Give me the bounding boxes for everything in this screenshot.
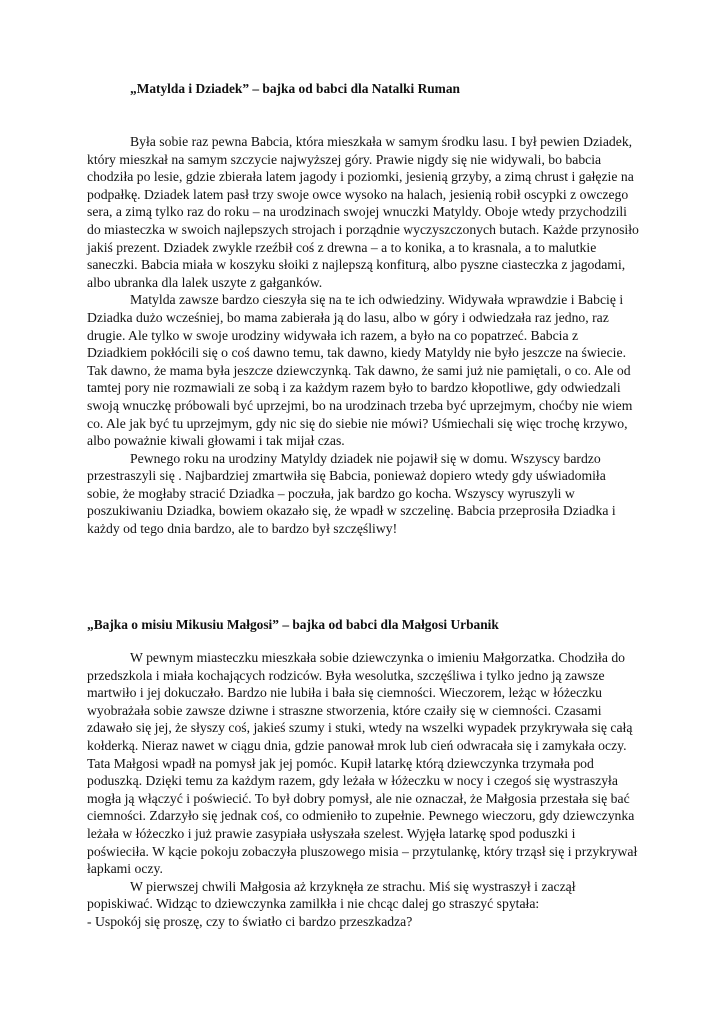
story-title: „Bajka o misiu Mikusiu Małgosi” – bajka od babci dla Małgosi Urbanik — [87, 617, 499, 632]
story-title: „Matylda i Dziadek” – bajka od babci dla Natalki Ruman — [130, 81, 460, 96]
story-paragraph: W pewnym miasteczku mieszkała sobie dziewczynka o imieniu Małgorzatka. Chodziła do przedszkola i miała kochających rodziców. Była wesolutka, szczęśliwa i tylko jedno ją zawsze martwiło i jej dokuczało. Bardzo nie lubiła i bała się ciemności. Wieczorem, leżąc w łóżeczku wyobrażała sobie zawsze dziwne i straszne stworzenia, które czaiły się w ciemności. Czasami zdawało się jej, że słyszy coś, jakieś szumy i stuki, wtedy na wszelki wypadek przykrywała się całą kołderką. Nieraz nawet w ciągu dnia, gdzie panował mrok lub cień odwracała się i zamykała oczy. Tata Małgosi wpadł na pomysł jak jej pomóc. Kupił latarkę którą dziewczynka trzymała pod poduszką. Dzięki temu za każdym razem, gdy leżała w łóżeczku w nocy i czegoś się wystraszyła mogła ją włączyć i poświecić. To był dobry pomysł, ale nie oznaczał, że Małgosia przestała się bać ciemności. Zdarzyło się jednak coś, co odmieniło to zupełnie. Pewnego wieczoru, gdy dziewczynka leżała w łóżeczko i już prawie zasypiała usłyszała szelest. Wyjęła latarkę spod poduszki i poświeciła. W kącie pokoju zobaczyła pluszowego misia – przytulankę, który trząsł się i przykrywał łapkami oczy. — [87, 650, 638, 877]
title-spacer — [87, 97, 639, 133]
title-spacer — [87, 633, 639, 649]
dialog-line: - Uspokój się proszę, czy to światło ci bardzo przeszkadza? — [87, 913, 413, 929]
story-paragraph: W pierwszej chwili Małgosia aż krzyknęła ze strachu. Miś się wystraszył i zaczął popiskiwać. Widząc to dziewczynka zamilkła i nie chcąc dalej go straszyć spytała: — [87, 878, 576, 912]
story-paragraph: Pewnego roku na urodziny Matyldy dziadek nie pojawił się w domu. Wszyscy bardzo przestraszyli się . Najbardziej zmartwiła się Babcia, ponieważ dopiero wtedy gdy uświadomiła sobie, że mogłaby stracić Dziadka – poczuła, jak bardzo go kocha. Wszyscy wyruszyli w poszukiwaniu Dziadka, bowiem okazało się, że wpadł w szczelinę. Babcia przeprosiła Dziadka i każdy od tego dnia bardzo, ale to bardzo był szczęśliwy! — [87, 450, 616, 537]
story-matylda — [87, 80, 639, 538]
story-mikus — [87, 616, 639, 931]
story-paragraph: Była sobie raz pewna Babcia, która mieszkała w samym środku lasu. I był pewien Dziadek, który mieszkał na samym szczycie najwyższej góry. Prawie nigdy się nie widywali, bo babcia chodziła po lesie, gdzie zbierała latem jagody i poziomki, jesienią grzyby, a zimą chrust i gałęzie na podpałkę. Dziadek latem pasł trzy swoje owce wysoko na halach, jesienią robił oscypki z owczego sera, a zimą tylko raz do roku – na urodzinach swojej wnuczki Matyldy. Oboje wtedy przychodzili do miasteczka w swoich najlepszych strojach i porządnie wyczyszczonych butach. Każde przynosiło jakiś prezent. Dziadek zwykle rzeźbił coś z drewna – a to konika, a to krasnala, a to malutkie saneczki. Babcia miała w koszyku słoiki z najlepszą konfiturą, albo pyszne ciasteczka z jagodami, albo ubranka dla lalek uszyte z gałganków. — [87, 134, 639, 290]
story-paragraph: Matylda zawsze bardzo cieszyła się na te ich odwiedziny. Widywała wprawdzie i Babcię i Dziadka dużo wcześniej, bo mama zabierała ją do lasu, albo w góry i odwiedzała raz jedno, raz drugie. Ale tylko w swoje urodziny widywała ich razem, a było na co popatrzeć. Babcia z Dziadkiem pokłócili się o coś dawno temu, tak dawno, kiedy Matyldy nie było jeszcze na świecie. Tak dawno, że mama była jeszcze dziewczynką. Tak dawno, że sami już nie pamiętali, o co. Ale od tamtej pory nie rozmawiali ze sobą i za każdym razem było to bardzo kłopotliwe, gdy odwiedzali swoją wnuczkę próbowali być uprzejmi, bo na urodzinach trzeba być uprzejmym, choćby nie wiem co. Ale jak być tu uprzejmym, gdy nic się do siebie nie mówi? Uśmiechali się więc trochę krzywo, albo poważnie kiwali głowami i tak mijał czas. — [87, 292, 633, 449]
